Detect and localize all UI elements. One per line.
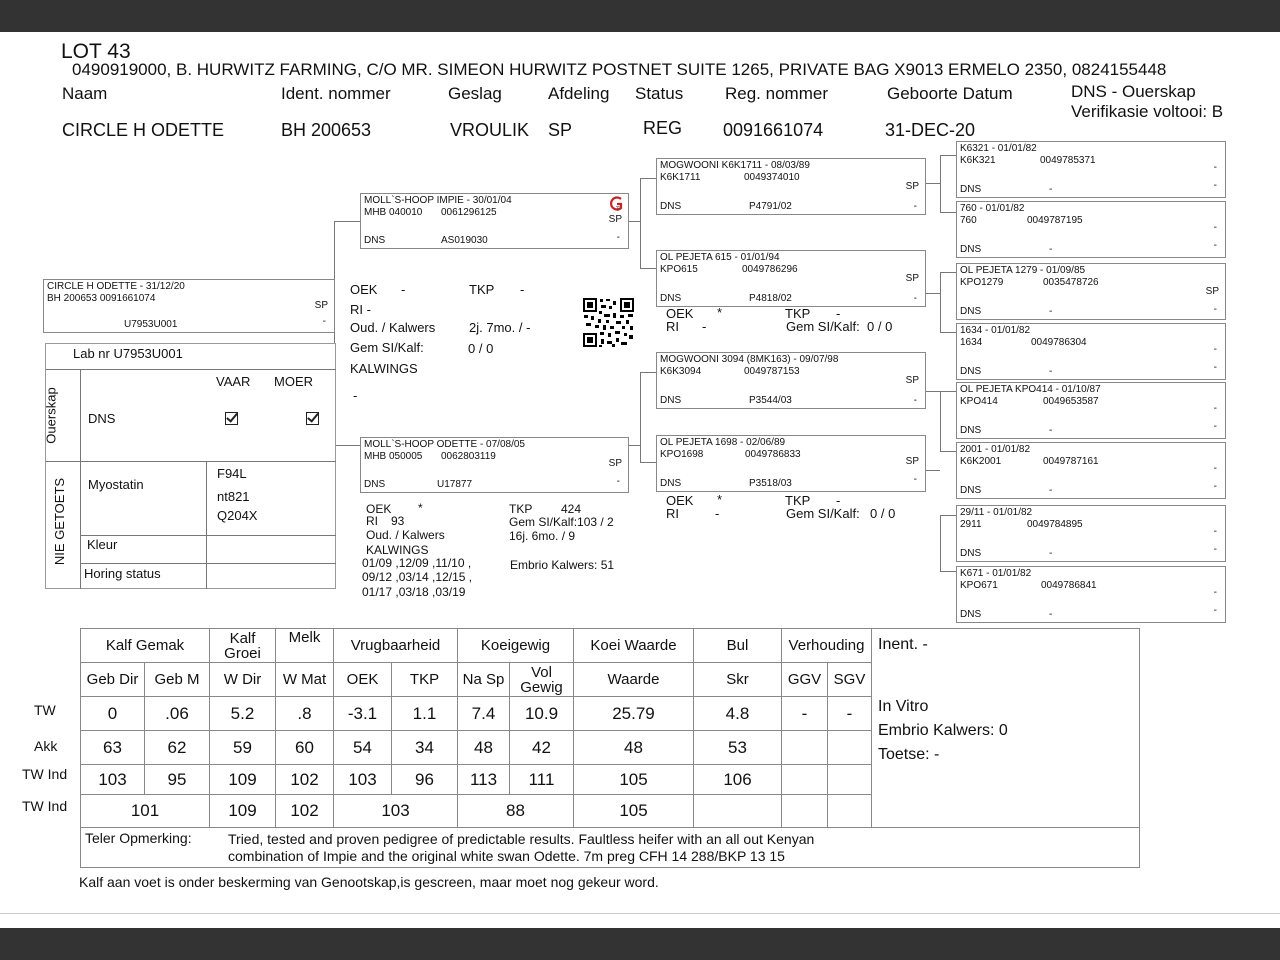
header-reg: Reg. nommer: [725, 84, 828, 103]
akk-cell: 54: [334, 731, 392, 765]
gp-stats-tkp-label: TKP: [785, 306, 811, 321]
gp-title: OL PEJETA 615 - 01/01/94: [660, 252, 780, 263]
ggp-reg-dash: -: [1049, 548, 1053, 559]
gp-dns: DNS: [660, 201, 682, 212]
subject-code: U7953U001: [124, 319, 178, 330]
ggp-dash: -: [1213, 162, 1217, 173]
ggp-reg-dash: -: [1049, 184, 1053, 195]
dam-id-b: 0062803119: [441, 451, 496, 462]
lab-nie-getoets: NIE GETOETS: [52, 477, 68, 566]
col-oek: OEK: [334, 663, 392, 697]
animal-ident: BH 200653: [281, 120, 372, 140]
ggp-reg-dash: -: [1049, 306, 1053, 317]
group-melk: Melk: [276, 629, 334, 663]
ggp-id-b: 0049785371: [1040, 155, 1096, 166]
col-geb-dir: Geb Dir: [81, 663, 145, 697]
subject-gem-label: Gem SI/Kalf:: [350, 340, 424, 355]
teler-text-2: combination of Impie and the original white swan Odette. 7m preg CFH 14 288/BKP 13 15: [228, 848, 785, 864]
row-label-twind: TW Ind: [22, 766, 68, 782]
teler-text-1: Tried, tested and proven pedigree of predictable results. Faultless heifer with an all out Kenyan: [228, 831, 815, 847]
dam-dates-3: 01/17 ,03/18 ,03/19: [362, 585, 466, 599]
twind-cell: 113: [458, 765, 510, 795]
gp-dash: -: [913, 293, 917, 304]
dam-oek-label: OEK: [366, 502, 392, 516]
tw-cell: 10.9: [510, 697, 574, 731]
ggp-dns: DNS: [960, 609, 982, 620]
akk-cell: 60: [276, 731, 334, 765]
twind-cell: 111: [510, 765, 574, 795]
twind-cell: 105: [574, 765, 694, 795]
moer-check-icon: [306, 412, 319, 425]
animal-naam: CIRCLE H ODETTE: [62, 120, 225, 140]
gp-stats-ri-label: RI: [666, 506, 679, 521]
twind-cell: [782, 765, 828, 795]
sire-reg: AS019030: [441, 235, 488, 246]
ggp-title: OL PEJETA 1279 - 01/09/85: [960, 265, 1086, 276]
side-toetse: Toetse: -: [878, 746, 940, 763]
myo-val-1: F94L: [217, 466, 247, 481]
ggp-id-a: 1634: [960, 337, 983, 348]
akk-cell: 34: [392, 731, 458, 765]
ggp-box: [956, 141, 1226, 198]
akk-cell: 48: [574, 731, 694, 765]
vaar-check-icon: [225, 412, 238, 425]
bottom-bar: [0, 928, 1280, 960]
twind2-cell: 101: [81, 795, 210, 828]
twind-cell: 103: [81, 765, 145, 795]
ggp-dash: -: [1213, 463, 1217, 474]
gp-stats-ri-label: RI: [666, 319, 679, 334]
twind2-cell: 109: [210, 795, 276, 828]
ggp-dash: -: [1213, 421, 1217, 432]
ggp-dns: DNS: [960, 485, 982, 496]
ggp-title: OL PEJETA KPO414 - 01/10/87: [960, 384, 1101, 395]
ggp-reg-dash: -: [1049, 366, 1053, 377]
gp-sp: SP: [905, 273, 919, 284]
gp-dash: -: [913, 201, 917, 212]
twind2-cell: [782, 795, 828, 828]
dam-age: 16j. 6mo. / 9: [509, 529, 576, 543]
ggp-dash: -: [1213, 605, 1217, 616]
twind2-cell: 88: [458, 795, 574, 828]
gp-stats-ri-value: -: [702, 319, 707, 334]
ggp-box: [956, 566, 1226, 623]
gp-sp: SP: [905, 456, 919, 467]
tw-cell: 7.4: [458, 697, 510, 731]
ggp-title: 29/11 - 01/01/82: [960, 507, 1033, 518]
lab-box: [45, 343, 336, 589]
subject-dash: -: [322, 316, 326, 327]
gp-title: MOGWOONI K6K1711 - 08/03/89: [660, 160, 810, 171]
group-bul: Bul: [694, 629, 782, 663]
gp-id-a: K6K1711: [660, 172, 701, 183]
ggp-dash: -: [1213, 180, 1217, 191]
subject-gem-value: 0 / 0: [468, 341, 494, 356]
dam-oud: Oud. / Kalwers: [366, 528, 445, 542]
ebv-table: [80, 628, 1140, 868]
header-ident: Ident. nommer: [281, 84, 391, 103]
twind-cell: 95: [145, 765, 210, 795]
tw-cell: 0: [81, 697, 145, 731]
ggp-reg-dash: -: [1049, 425, 1053, 436]
subject-oek-label: OEK: [350, 282, 378, 297]
gp-box: [656, 352, 926, 409]
tw-cell: 25.79: [574, 697, 694, 731]
header-geboorte: Geboorte Datum: [887, 84, 1013, 103]
sire-box: [360, 193, 629, 249]
gp-reg: P4791/02: [749, 201, 792, 212]
gp-sp: SP: [905, 375, 919, 386]
ggp-dash: -: [1213, 344, 1217, 355]
ggp-box: [956, 382, 1226, 439]
gp-stats-gem-label: Gem SI/Kalf:: [786, 319, 860, 334]
ggp-dash: -: [1213, 544, 1217, 555]
gp-stats-gem-label: Gem SI/Kalf:: [786, 506, 860, 521]
gp-id-b: 0049374010: [744, 172, 800, 183]
footer-note: Kalf aan voet is onder beskerming van Genootskap,is gescreen, maar moet nog gekeur word.: [79, 874, 659, 890]
animal-geboorte: 31-DEC-20: [885, 120, 976, 140]
ggp-title: 2001 - 01/01/82: [960, 444, 1031, 455]
tw-cell: .06: [145, 697, 210, 731]
gp-stats-oek-value: *: [717, 305, 723, 320]
dam-kalwings: KALWINGS: [366, 543, 429, 557]
lab-horing: Horing status: [84, 566, 161, 581]
gp-reg: P3518/03: [749, 478, 792, 489]
ggp-id-a: KPO671: [960, 580, 998, 591]
akk-cell: 42: [510, 731, 574, 765]
dam-dash: -: [616, 476, 620, 487]
gp-id-a: K6K3094: [660, 366, 702, 377]
header-dns: DNS - Ouerskap: [1071, 82, 1196, 101]
ggp-dash: -: [1213, 526, 1217, 537]
sire-id-b: 0061296125: [441, 207, 497, 218]
group-koei-waarde: Koei Waarde: [574, 629, 694, 663]
ggp-reg-dash: -: [1049, 485, 1053, 496]
row-label-akk: Akk: [34, 738, 58, 754]
ggp-id-b: 0035478726: [1043, 277, 1099, 288]
sire-sp: SP: [608, 214, 622, 225]
header-status: Status: [635, 84, 684, 103]
subject-oud-label: Oud. / Kalwers: [350, 320, 436, 335]
subject-title: CIRCLE H ODETTE - 31/12/20: [47, 281, 185, 292]
top-bar: [0, 0, 1280, 32]
ggp-title: 1634 - 01/01/82: [960, 325, 1031, 336]
lot-number: LOT 43: [61, 40, 131, 63]
gp-dash: -: [913, 395, 917, 406]
subject-kalwings: KALWINGS: [350, 361, 418, 376]
row-label-twind2: TW Ind: [22, 798, 68, 814]
group-kalf-gemak: Kalf Gemak: [81, 629, 210, 663]
ggp-dash: -: [1213, 403, 1217, 414]
dam-ri-label: RI: [366, 514, 378, 528]
side-embrio: Embrio Kalwers: 0: [878, 722, 1008, 739]
gp-stats-tkp-value: -: [836, 493, 841, 508]
ggp-dash: -: [1213, 587, 1217, 598]
group-kalf-groei: Kalf Groei: [210, 629, 276, 663]
dam-title: MOLL`S-HOOP ODETTE - 07/08/05: [364, 439, 525, 450]
ggp-dash: -: [1213, 481, 1217, 492]
dam-sp: SP: [608, 458, 622, 469]
akk-cell: 48: [458, 731, 510, 765]
gp-stats-gem-value: 0 / 0: [867, 319, 893, 334]
header-naam: Naam: [62, 84, 108, 103]
sire-title: MOLL`S-HOOP IMPIE - 30/01/04: [364, 195, 512, 206]
gp-dns: DNS: [660, 395, 682, 406]
ggp-box: [956, 442, 1226, 499]
sire-dns: DNS: [364, 235, 386, 246]
subject-oud-value: 2j. 7mo. / -: [469, 320, 531, 335]
gp-stats-oek-label: OEK: [666, 493, 694, 508]
ggp-dash: -: [1213, 362, 1217, 373]
header-verif: Verifikasie voltooi: B: [1071, 102, 1224, 121]
owner-line: 0490919000, B. HURWITZ FARMING, C/O MR. SIMEON HURWITZ POSTNET SUITE 1265, PRIVATE BAG X9013 ERMELO 2350, 0824155448: [72, 60, 1167, 79]
tw-cell: -: [782, 697, 828, 731]
animal-afdeling: SP: [548, 120, 573, 140]
ggp-id-b: 0049787195: [1027, 215, 1083, 226]
ggp-title: K671 - 01/01/82: [960, 568, 1032, 579]
twind-cell: [828, 765, 872, 795]
myo-val-3: Q204X: [217, 508, 258, 523]
dam-ri-value: 93: [391, 514, 405, 528]
col-w-mat: W Mat: [276, 663, 334, 697]
col-vol-gewig: Vol Gewig: [510, 663, 574, 697]
side-invitro: In Vitro: [878, 698, 929, 715]
twind-cell: 96: [392, 765, 458, 795]
dam-tkp-value: 424: [561, 502, 582, 516]
gp-dns: DNS: [660, 478, 682, 489]
ggp-dns: DNS: [960, 184, 982, 195]
header-geslag: Geslag: [448, 84, 502, 103]
ggp-title: 760 - 01/01/82: [960, 203, 1025, 214]
gp-reg: P4818/02: [749, 293, 792, 304]
lab-kleur: Kleur: [87, 537, 118, 552]
ggp-id-a: K6K321: [960, 155, 996, 166]
akk-cell: 62: [145, 731, 210, 765]
akk-cell: 59: [210, 731, 276, 765]
group-verhouding: Verhouding: [782, 629, 872, 663]
lab-number: Lab nr U7953U001: [73, 346, 183, 361]
akk-cell: 53: [694, 731, 782, 765]
header-afdeling: Afdeling: [548, 84, 610, 103]
ggp-id-b: 0049653587: [1043, 396, 1099, 407]
ggp-box: [956, 263, 1226, 320]
qr-code: [582, 297, 635, 348]
gp-stats-tkp-value: -: [836, 306, 841, 321]
dam-oek-value: *: [418, 501, 423, 515]
ggp-reg-dash: -: [1049, 244, 1053, 255]
gp-id-b: 0049787153: [744, 366, 800, 377]
col-tkp: TKP: [392, 663, 458, 697]
gp-stats-gem-value: 0 / 0: [870, 506, 896, 521]
dam-dns: DNS: [364, 479, 386, 490]
gp-box: [656, 250, 926, 307]
gp-id-b: 0049786833: [745, 449, 801, 460]
ggp-id-a: KPO1279: [960, 277, 1004, 288]
ggp-title: K6321 - 01/01/82: [960, 143, 1037, 154]
tw-cell: 1.1: [392, 697, 458, 731]
svg-text:T: T: [616, 206, 620, 212]
dam-reg: U17877: [437, 479, 473, 490]
tw-cell: 5.2: [210, 697, 276, 731]
group-koeigewig: Koeigewig: [458, 629, 574, 663]
myo-val-2: nt821: [217, 489, 250, 504]
subject-kalwings-value: -: [353, 388, 358, 403]
ggp-id-b: 0049786841: [1041, 580, 1097, 591]
col-ggv: GGV: [782, 663, 828, 697]
ggp-box: [956, 505, 1226, 562]
gp-id-b: 0049786296: [742, 264, 798, 275]
subject-tkp-label: TKP: [469, 282, 495, 297]
gp-reg: P3544/03: [749, 395, 792, 406]
tw-cell: -3.1: [334, 697, 392, 731]
gp-id-a: KPO615: [660, 264, 698, 275]
gp-stats-ri-value: -: [715, 506, 720, 521]
ggp-id-a: 760: [960, 215, 977, 226]
twind2-cell: 102: [276, 795, 334, 828]
gp-stats-oek-value: *: [717, 492, 723, 507]
lab-moer: MOER: [274, 374, 313, 389]
ggp-dns: DNS: [960, 425, 982, 436]
tw-cell: -: [828, 697, 872, 731]
ggp-id-b: 0049786304: [1031, 337, 1087, 348]
ggp-dash: -: [1213, 240, 1217, 251]
ggp-id-b: 0049784895: [1027, 519, 1083, 530]
subject-ri: RI -: [350, 302, 371, 317]
col-w-dir: W Dir: [210, 663, 276, 697]
ggp-id-a: K6K2001: [960, 456, 1002, 467]
gp-dash: -: [913, 474, 917, 485]
twind-cell: 109: [210, 765, 276, 795]
twind-cell: 106: [694, 765, 782, 795]
sire-dash: -: [616, 232, 620, 243]
gp-stats-tkp-label: TKP: [785, 493, 811, 508]
ggp-box: [956, 323, 1226, 380]
subject-sp: SP: [314, 300, 328, 311]
footer-divider: [0, 913, 1280, 914]
ggp-dns: DNS: [960, 366, 982, 377]
gp-stats-oek-label: OEK: [666, 306, 694, 321]
twind2-cell: 103: [334, 795, 458, 828]
side-inent: Inent. -: [878, 636, 928, 653]
subject-id: BH 200653 0091661074: [47, 293, 156, 304]
dam-gem: Gem SI/Kalf:103 / 2: [509, 515, 614, 529]
lab-ouerskap: Ouerskap: [43, 387, 59, 444]
col-na-sp: Na Sp: [458, 663, 510, 697]
ggp-id-b: 0049787161: [1043, 456, 1099, 467]
gp-sp: SP: [905, 181, 919, 192]
gp-box: [656, 435, 926, 492]
col-sgv: SGV: [828, 663, 872, 697]
logo-icon: [610, 196, 624, 212]
col-skr: Skr: [694, 663, 782, 697]
animal-status: REG: [643, 118, 683, 138]
ggp-dash: -: [1213, 304, 1217, 315]
ggp-reg-dash: -: [1049, 609, 1053, 620]
lab-myostatin: Myostatin: [88, 477, 144, 492]
group-vrugbaarheid: Vrugbaarheid: [334, 629, 458, 663]
subject-tkp-value: -: [520, 282, 525, 297]
gp-title: MOGWOONI 3094 (8MK163) - 09/07/98: [660, 354, 839, 365]
animal-reg: 0091661074: [723, 120, 824, 140]
ggp-dash: -: [1213, 222, 1217, 233]
subject-box: [43, 279, 335, 333]
twind-cell: 103: [334, 765, 392, 795]
side-panel: [872, 629, 1140, 828]
ggp-sp: SP: [1205, 286, 1219, 297]
dam-dates-2: 09/12 ,03/14 ,12/15 ,: [362, 570, 473, 584]
twind2-cell: [694, 795, 782, 828]
twind-cell: 102: [276, 765, 334, 795]
dam-dates-1: 01/09 ,12/09 ,11/10 ,: [362, 556, 472, 570]
gp-dns: DNS: [660, 293, 682, 304]
akk-cell: 63: [81, 731, 145, 765]
ggp-id-a: 2911: [960, 519, 982, 530]
dam-embrio: Embrio Kalwers: 51: [510, 558, 615, 572]
teler-label: Teler Opmerking:: [85, 830, 192, 846]
animal-geslag: VROULIK: [450, 120, 530, 140]
ggp-dns: DNS: [960, 306, 982, 317]
row-label-tw: TW: [34, 702, 56, 718]
ggp-dns: DNS: [960, 548, 982, 559]
twind2-cell: [828, 795, 872, 828]
sire-id-a: MHB 040010: [364, 207, 423, 218]
subject-oek-value: -: [401, 282, 406, 297]
akk-cell: [828, 731, 872, 765]
ggp-box: [956, 201, 1226, 258]
dam-box: [360, 437, 629, 493]
dam-tkp-label: TKP: [509, 502, 533, 516]
col-geb-m: Geb M: [145, 663, 210, 697]
gp-id-a: KPO1698: [660, 449, 704, 460]
lab-vaar: VAAR: [216, 374, 251, 389]
akk-cell: [782, 731, 828, 765]
lab-dns: DNS: [88, 411, 116, 426]
tw-cell: .8: [276, 697, 334, 731]
ggp-id-a: KPO414: [960, 396, 998, 407]
tw-cell: 4.8: [694, 697, 782, 731]
dam-id-a: MHB 050005: [364, 451, 423, 462]
col-waarde: Waarde: [574, 663, 694, 697]
ggp-dns: DNS: [960, 244, 982, 255]
gp-title: OL PEJETA 1698 - 02/06/89: [660, 437, 786, 448]
gp-box: [656, 158, 926, 215]
teler-cell: [81, 828, 1140, 868]
twind2-cell: 105: [574, 795, 694, 828]
